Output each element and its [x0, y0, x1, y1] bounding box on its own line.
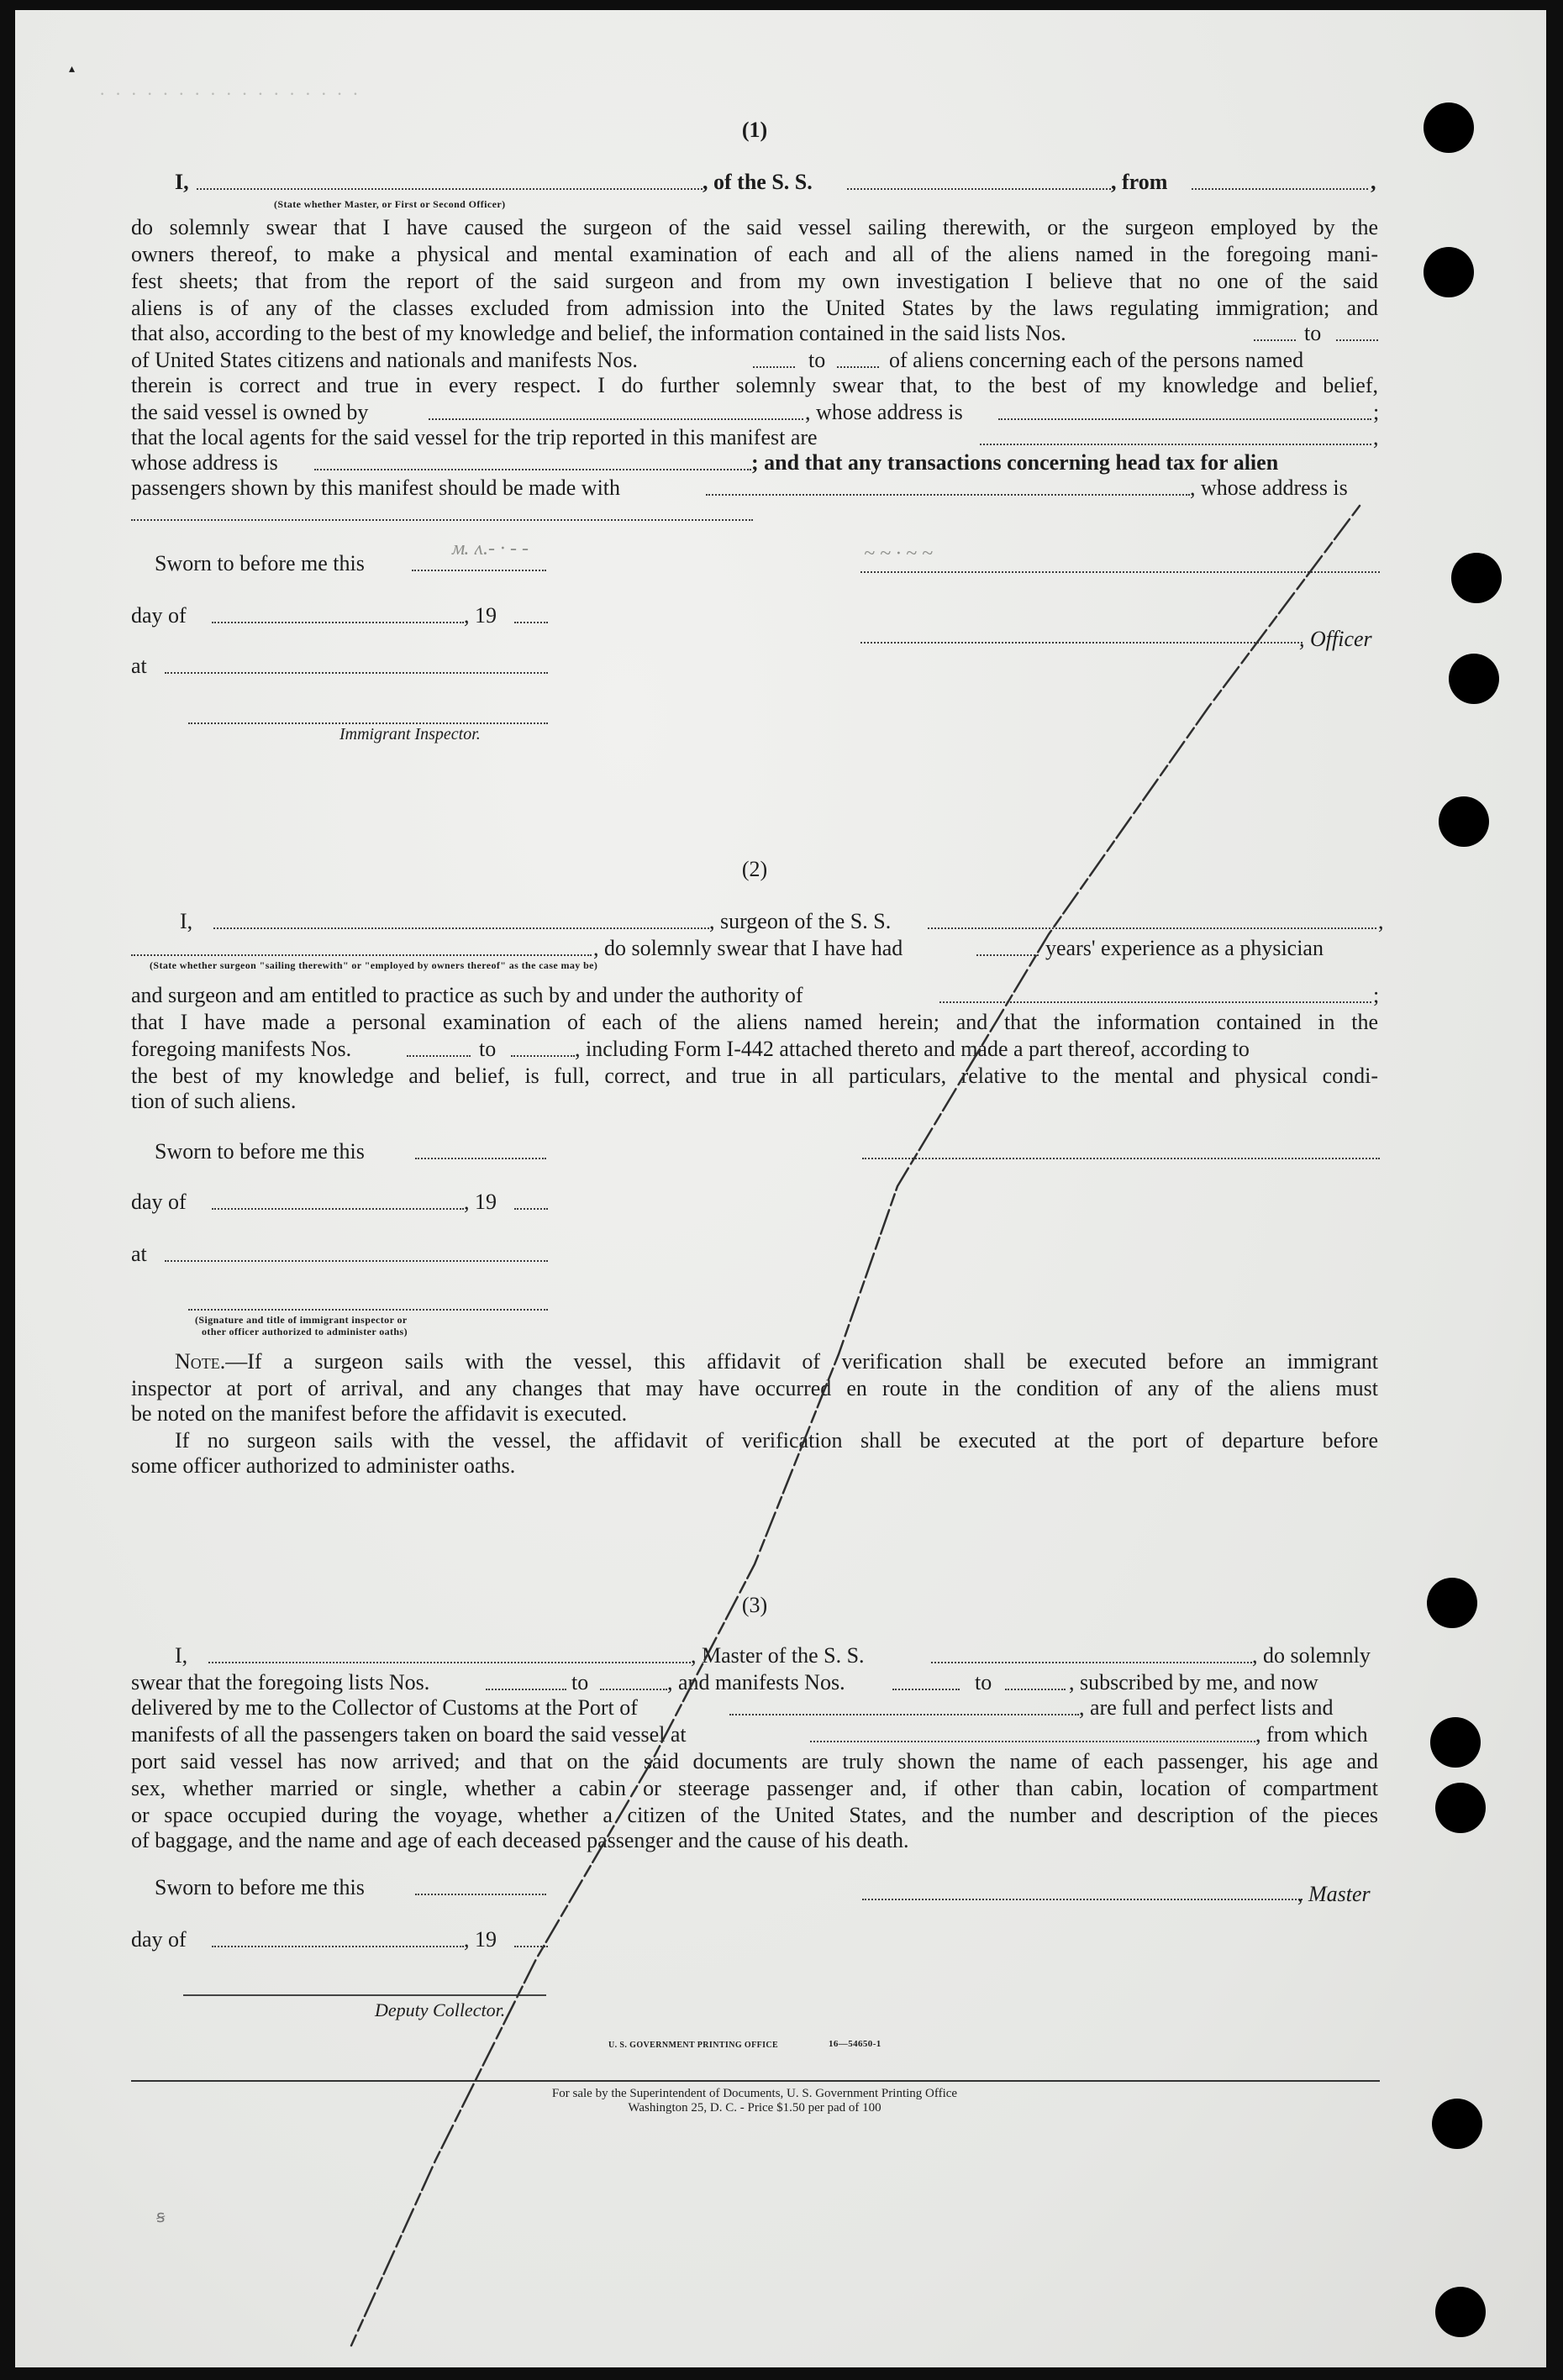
body-line: therein is correct and true in every respect. I do further solemnly swear that, to the best of my knowledge and belief, [131, 373, 1378, 397]
from-label: , from [1111, 170, 1168, 194]
section-1-heading: (1) [741, 118, 768, 142]
diagonal-cancel-stroke [15, 10, 1546, 2367]
of-the-ss-label: , of the S. S. [703, 170, 813, 194]
owned-by-label: the said vessel is owned by [131, 400, 369, 424]
sworn-label: Sworn to before me this [155, 1875, 365, 1899]
swear-lists-label: swear that the foregoing lists Nos. [131, 1670, 430, 1694]
surgeon-of-ss-label: , surgeon of the S. S. [709, 909, 892, 933]
handwriting-mark: ᴍ. ʌ.‐ · ‐ ‐ [452, 538, 529, 560]
body-line: aliens is of any of the classes excluded from admission into the United States by the laws regulating immigration; and [131, 296, 1378, 320]
signature-caption: other officer authorized to administer oaths) [202, 1326, 408, 1337]
deputy-caption: Deputy Collector. [375, 1999, 506, 2020]
whose-address-label: whose address is [131, 450, 278, 475]
body-line: that also, according to the best of my knowledge and belief, the information contained in the said lists Nos. [131, 321, 1066, 345]
semicolon: ; [1373, 400, 1380, 424]
do-solemnly-label: , do solemnly [1252, 1643, 1371, 1668]
master-of-ss-label: , Master of the S. S. [691, 1643, 865, 1668]
delivered-label: delivered by me to the Collector of Customs at the Port of [131, 1695, 638, 1720]
body-line: or space occupied during the voyage, whether a citizen of the United States, and the number and description of the pieces [131, 1803, 1378, 1827]
comma: , [1373, 425, 1379, 449]
sale-notice: Washington 25, D. C. - Price $1.50 per pad of 100 [628, 2101, 881, 2115]
body-line: that I have made a personal examination of each of the aliens named herein; and that the information contained in the [131, 1010, 1378, 1034]
manifests-label: manifests of all the passengers taken on board the said vessel at [131, 1722, 687, 1747]
local-agents-label: that the local agents for the said vessel for the trip reported in this manifest are [131, 425, 818, 449]
bleed-through-marks: · · · · · · · · · · · · · · · · · [99, 83, 361, 104]
year-label: , 19 [464, 603, 497, 628]
note-label: Note. [175, 1349, 226, 1374]
officer-rank-caption: (State whether Master, or First or Second Officer) [274, 198, 506, 210]
of-aliens-text: of aliens concerning each of the persons named [889, 348, 1304, 372]
scan-mark: ꞩ [156, 2208, 166, 2226]
subscribed-text: , subscribed by me, and now [1069, 1670, 1318, 1694]
year-label: , 19 [464, 1190, 497, 1214]
sworn-label: Sworn to before me this [155, 551, 365, 575]
note-line: inspector at port of arrival, and any changes that may have occurred en route in the condition of any of the aliens must [131, 1376, 1378, 1400]
form-number: 16—54650-1 [829, 2039, 881, 2049]
master-label: , Master [1297, 1882, 1371, 1906]
gpo-imprint: U. S. GOVERNMENT PRINTING OFFICE [608, 2041, 779, 2050]
year-label: , 19 [464, 1927, 497, 1952]
body-line: tion of such aliens. [131, 1089, 297, 1113]
foregoing-manifests-label: foregoing manifests Nos. [131, 1037, 352, 1061]
to-label: to [571, 1670, 589, 1694]
body-line: do solemnly swear that I have caused the surgeon of the said vessel sailing therewith, or the surgeon employed by the [131, 215, 1378, 239]
including-form-text: , including Form I-442 attached thereto and made a part thereof, according to [575, 1037, 1250, 1061]
sale-notice: For sale by the Superintendent of Documents, U. S. Government Printing Office [551, 2087, 958, 2100]
body-line: port said vessel has now arrived; and that on the said documents are truly shown the name of each passenger, his age and [131, 1749, 1378, 1773]
section-1-I: I, [175, 170, 189, 194]
whose-address-label: , whose address is [1190, 475, 1348, 500]
corner-mark: ▴ [69, 63, 76, 76]
officer-label: , Officer [1299, 627, 1372, 651]
and-manifests-label: , and manifests Nos. [667, 1670, 845, 1694]
authority-label: and surgeon and am entitled to practice as such by and under the authority of [131, 983, 803, 1007]
to-label: to [479, 1037, 497, 1061]
inspector-caption: Immigrant Inspector. [339, 725, 481, 743]
body-line: of baggage, and the name and age of each deceased passenger and the cause of his death. [131, 1828, 909, 1852]
note-text: —If a surgeon sails with the vessel, this affidavit of verification shall be executed before an immigrant [225, 1349, 1378, 1374]
manifest-verification-page [15, 10, 1546, 2367]
note-line: some officer authorized to administer oaths. [131, 1453, 516, 1478]
head-tax-text: ; and that any transactions concerning head tax for alien [751, 450, 1279, 475]
note-line: If no surgeon sails with the vessel, the affidavit of verification shall be executed at the port of departure before [175, 1428, 1378, 1453]
line-end-comma: , [1371, 170, 1376, 194]
section-3-I: I, [175, 1643, 188, 1668]
section-2-I: I, [180, 909, 193, 933]
at-label: at [131, 654, 147, 678]
at-label: at [131, 1242, 147, 1266]
surgeon-type-caption: (State whether surgeon "sailing therewith" or "employed by owners thereof" as the case may be) [150, 959, 598, 971]
years-experience-text: years' experience as a physician [1045, 936, 1324, 960]
sworn-label: Sworn to before me this [155, 1139, 365, 1164]
handwriting-mark: ~ ~ · ~ ~ [864, 543, 933, 565]
note-line: be noted on the manifest before the affidavit is executed. [131, 1401, 628, 1426]
whose-address-label: , whose address is [805, 400, 963, 424]
to-label: to [975, 1670, 992, 1694]
section-3-heading: (3) [741, 1593, 768, 1617]
semicolon: ; [1373, 983, 1380, 1007]
to-label: to [1304, 321, 1322, 345]
body-line: sex, whether married or single, whether a cabin or steerage passenger and, if other than cabin, location of compartment [131, 1776, 1378, 1800]
from-which-text: , from which [1255, 1722, 1368, 1747]
section-2-heading: (2) [741, 857, 768, 881]
body-line: the best of my knowledge and belief, is full, correct, and true in all particulars, relative to the mental and physical condi- [131, 1064, 1378, 1088]
day-of-label: day of [131, 1190, 187, 1214]
body-line: of United States citizens and nationals and manifests Nos. [131, 348, 638, 372]
signature-caption: (Signature and title of immigrant inspector or [195, 1314, 408, 1326]
passengers-label: passengers shown by this manifest should be made with [131, 475, 621, 500]
day-of-label: day of [131, 603, 187, 628]
full-lists-text: , are full and perfect lists and [1079, 1695, 1334, 1720]
day-of-label: day of [131, 1927, 187, 1952]
body-line: fest sheets; that from the report of the said surgeon and from my own investigation I believe that no one of the said [131, 269, 1378, 293]
comma: , [1378, 909, 1384, 933]
solemnly-swear-text: , do solemnly swear that I have had [593, 936, 903, 960]
body-line: owners thereof, to make a physical and mental examination of each and all of the aliens named in the foregoing mani- [131, 242, 1378, 266]
to-label: to [808, 348, 826, 372]
